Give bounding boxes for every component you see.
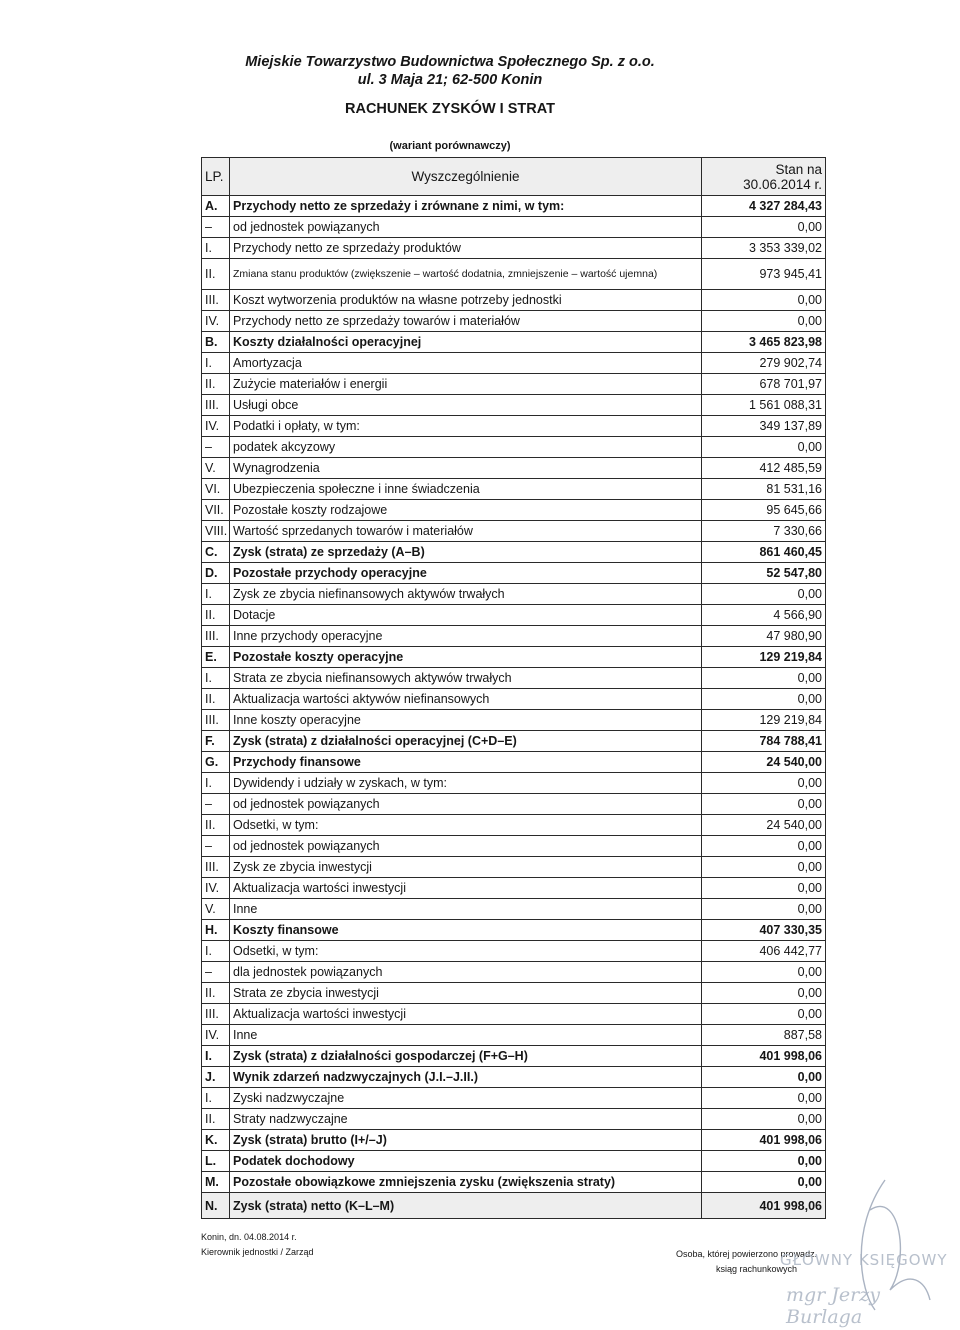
- row-lp: E.: [202, 647, 230, 668]
- row-lp: B.: [202, 332, 230, 353]
- row-value: 784 788,41: [702, 731, 826, 752]
- table-row: [202, 521, 826, 542]
- header-value-line1: Stan na: [775, 161, 822, 177]
- row-value: 0,00: [702, 1172, 826, 1193]
- row-description: Podatek dochodowy: [230, 1151, 702, 1172]
- manager-label: Kierownik jednostki / Zarząd: [201, 1247, 314, 1257]
- row-lp: II.: [202, 374, 230, 395]
- row-value: 3 353 339,02: [702, 238, 826, 259]
- row-value: 401 998,06: [702, 1193, 826, 1219]
- row-description: Usługi obce: [230, 395, 702, 416]
- row-value: 0,00: [702, 689, 826, 710]
- row-description: Zyski nadzwyczajne: [230, 1088, 702, 1109]
- row-lp: J.: [202, 1067, 230, 1088]
- row-value: 0,00: [702, 1109, 826, 1130]
- row-value: 81 531,16: [702, 479, 826, 500]
- row-lp: C.: [202, 542, 230, 563]
- row-value: 0,00: [702, 1088, 826, 1109]
- row-value: 406 442,77: [702, 941, 826, 962]
- row-value: 412 485,59: [702, 458, 826, 479]
- report-variant: (wariant porównawczy): [389, 140, 511, 152]
- income-statement-table: [201, 157, 826, 1219]
- table-row: [202, 1067, 826, 1088]
- row-description: Podatki i opłaty, w tym:: [230, 416, 702, 437]
- row-value: 129 219,84: [702, 647, 826, 668]
- company-address: ul. 3 Maja 21; 62-500 Konin: [357, 72, 543, 88]
- table-row: [202, 836, 826, 857]
- table-row: [202, 899, 826, 920]
- table-row: [202, 259, 826, 290]
- row-lp: I.: [202, 1046, 230, 1067]
- table-row: [202, 815, 826, 836]
- row-lp: II.: [202, 259, 230, 290]
- header-description: Wyszczególnienie: [230, 158, 702, 196]
- row-value: 678 701,97: [702, 374, 826, 395]
- row-lp: IV.: [202, 311, 230, 332]
- table-row: [202, 542, 826, 563]
- row-lp: –: [202, 962, 230, 983]
- header-lp: LP.: [202, 158, 230, 196]
- row-description: Strata ze zbycia niefinansowych aktywów trwałych: [230, 668, 702, 689]
- row-lp: III.: [202, 626, 230, 647]
- table-row: [202, 1130, 826, 1151]
- table-row: [202, 983, 826, 1004]
- row-value: 0,00: [702, 311, 826, 332]
- row-value: 0,00: [702, 217, 826, 238]
- row-lp: N.: [202, 1193, 230, 1219]
- table-row: [202, 605, 826, 626]
- row-value: 861 460,45: [702, 542, 826, 563]
- row-lp: I.: [202, 941, 230, 962]
- row-lp: I.: [202, 773, 230, 794]
- row-lp: A.: [202, 196, 230, 217]
- row-lp: I.: [202, 668, 230, 689]
- row-description: dla jednostek powiązanych: [230, 962, 702, 983]
- row-description: Aktualizacja wartości inwestycji: [230, 878, 702, 899]
- row-description: Przychody netto ze sprzedaży produktów: [230, 238, 702, 259]
- row-description: Inne koszty operacyjne: [230, 710, 702, 731]
- table-row: [202, 752, 826, 773]
- row-value: 0,00: [702, 857, 826, 878]
- table-row: [202, 1088, 826, 1109]
- table-row: [202, 479, 826, 500]
- table-row: [202, 458, 826, 479]
- table-row: [202, 1046, 826, 1067]
- table-row: [202, 1004, 826, 1025]
- row-value: 1 561 088,31: [702, 395, 826, 416]
- row-description: Zysk (strata) z działalności gospodarczej (F+G–H): [230, 1046, 702, 1067]
- bookkeeper-label-line1: Osoba, której powierzono prowadz.: [676, 1249, 818, 1259]
- row-lp: IV.: [202, 878, 230, 899]
- row-value: 887,58: [702, 1025, 826, 1046]
- table-row: [202, 437, 826, 458]
- row-lp: –: [202, 794, 230, 815]
- row-value: 0,00: [702, 962, 826, 983]
- company-name: Miejskie Towarzystwo Budownictwa Społecznego Sp. z o.o.: [245, 54, 655, 70]
- table-header-row: [202, 158, 826, 196]
- row-value: 4 327 284,43: [702, 196, 826, 217]
- row-description: od jednostek powiązanych: [230, 836, 702, 857]
- row-value: 7 330,66: [702, 521, 826, 542]
- row-value: 52 547,80: [702, 563, 826, 584]
- row-value: 24 540,00: [702, 752, 826, 773]
- row-value: 0,00: [702, 794, 826, 815]
- row-description: Dywidendy i udziały w zyskach, w tym:: [230, 773, 702, 794]
- row-value: 24 540,00: [702, 815, 826, 836]
- row-value: 401 998,06: [702, 1130, 826, 1151]
- row-description: Amortyzacja: [230, 353, 702, 374]
- signature-stroke: [830, 1170, 940, 1320]
- row-description: Odsetki, w tym:: [230, 941, 702, 962]
- row-value: 0,00: [702, 584, 826, 605]
- row-value: 3 465 823,98: [702, 332, 826, 353]
- table-row: [202, 1151, 826, 1172]
- table-row: [202, 353, 826, 374]
- row-value: 0,00: [702, 437, 826, 458]
- row-value: 129 219,84: [702, 710, 826, 731]
- row-value: 0,00: [702, 1004, 826, 1025]
- table-row: [202, 710, 826, 731]
- row-description: Aktualizacja wartości inwestycji: [230, 1004, 702, 1025]
- table-row: [202, 1193, 826, 1219]
- row-lp: III.: [202, 1004, 230, 1025]
- row-value: 0,00: [702, 899, 826, 920]
- row-lp: III.: [202, 710, 230, 731]
- row-lp: VIII.: [202, 521, 230, 542]
- accountant-stamp: GŁÓWNY KSIĘGOWY: [780, 1251, 948, 1269]
- row-value: 0,00: [702, 836, 826, 857]
- table-row: [202, 584, 826, 605]
- row-lp: I.: [202, 1088, 230, 1109]
- row-lp: VII.: [202, 500, 230, 521]
- row-lp: L.: [202, 1151, 230, 1172]
- place-date: Konin, dn. 04.08.2014 r.: [201, 1232, 297, 1242]
- row-description: Przychody netto ze sprzedaży i zrównane z nimi, w tym:: [230, 196, 702, 217]
- row-lp: V.: [202, 458, 230, 479]
- table-row: [202, 773, 826, 794]
- row-description: Zmiana stanu produktów (zwiększenie – wartość dodatnia, zmniejszenie – wartość ujemna): [230, 259, 702, 290]
- row-description: Inne przychody operacyjne: [230, 626, 702, 647]
- row-description: Koszt wytworzenia produktów na własne potrzeby jednostki: [230, 290, 702, 311]
- table-row: [202, 416, 826, 437]
- row-description: Straty nadzwyczajne: [230, 1109, 702, 1130]
- row-description: Dotacje: [230, 605, 702, 626]
- table-row: [202, 196, 826, 217]
- row-description: od jednostek powiązanych: [230, 217, 702, 238]
- row-lp: VI.: [202, 479, 230, 500]
- row-lp: III.: [202, 857, 230, 878]
- table-row: [202, 395, 826, 416]
- row-value: 279 902,74: [702, 353, 826, 374]
- header-value: [702, 158, 826, 196]
- row-lp: IV.: [202, 1025, 230, 1046]
- row-description: Zysk (strata) ze sprzedaży (A–B): [230, 542, 702, 563]
- row-value: 401 998,06: [702, 1046, 826, 1067]
- row-description: Inne: [230, 899, 702, 920]
- table-row: [202, 500, 826, 521]
- row-description: Odsetki, w tym:: [230, 815, 702, 836]
- row-lp: II.: [202, 983, 230, 1004]
- row-lp: I.: [202, 238, 230, 259]
- table-row: [202, 374, 826, 395]
- row-lp: II.: [202, 1109, 230, 1130]
- row-description: Przychody netto ze sprzedaży towarów i materiałów: [230, 311, 702, 332]
- row-description: podatek akcyzowy: [230, 437, 702, 458]
- row-lp: M.: [202, 1172, 230, 1193]
- bookkeeper-label-line2: ksiąg rachunkowych: [716, 1264, 798, 1274]
- table-row: [202, 290, 826, 311]
- table-row: [202, 647, 826, 668]
- row-lp: III.: [202, 395, 230, 416]
- row-lp: –: [202, 437, 230, 458]
- row-description: Aktualizacja wartości aktywów niefinansowych: [230, 689, 702, 710]
- row-description: Przychody finansowe: [230, 752, 702, 773]
- row-description: Pozostałe koszty rodzajowe: [230, 500, 702, 521]
- row-description: Zysk ze zbycia inwestycji: [230, 857, 702, 878]
- row-value: 0,00: [702, 878, 826, 899]
- row-value: 0,00: [702, 668, 826, 689]
- table-row: [202, 668, 826, 689]
- row-value: 4 566,90: [702, 605, 826, 626]
- row-value: 95 645,66: [702, 500, 826, 521]
- table-row: [202, 857, 826, 878]
- row-value: 0,00: [702, 1151, 826, 1172]
- table-row: [202, 1172, 826, 1193]
- table-row: [202, 731, 826, 752]
- row-description: od jednostek powiązanych: [230, 794, 702, 815]
- table-row: [202, 941, 826, 962]
- row-lp: II.: [202, 815, 230, 836]
- report-title: RACHUNEK ZYSKÓW I STRAT: [345, 101, 555, 117]
- row-lp: III.: [202, 290, 230, 311]
- row-description: Inne: [230, 1025, 702, 1046]
- row-lp: G.: [202, 752, 230, 773]
- row-description: Pozostałe koszty operacyjne: [230, 647, 702, 668]
- row-lp: IV.: [202, 416, 230, 437]
- row-lp: I.: [202, 353, 230, 374]
- row-description: Pozostałe przychody operacyjne: [230, 563, 702, 584]
- row-lp: II.: [202, 605, 230, 626]
- table-row: [202, 217, 826, 238]
- row-value: 349 137,89: [702, 416, 826, 437]
- table-row: [202, 794, 826, 815]
- row-lp: –: [202, 836, 230, 857]
- table-row: [202, 1109, 826, 1130]
- row-description: Pozostałe obowiązkowe zmniejszenia zysku (zwiększenia straty): [230, 1172, 702, 1193]
- table-row: [202, 689, 826, 710]
- row-value: 0,00: [702, 773, 826, 794]
- row-lp: V.: [202, 899, 230, 920]
- table-row: [202, 311, 826, 332]
- table-row: [202, 920, 826, 941]
- row-lp: H.: [202, 920, 230, 941]
- row-lp: F.: [202, 731, 230, 752]
- row-description: Koszty finansowe: [230, 920, 702, 941]
- row-lp: II.: [202, 689, 230, 710]
- row-value: 0,00: [702, 290, 826, 311]
- row-lp: –: [202, 217, 230, 238]
- row-description: Ubezpieczenia społeczne i inne świadczenia: [230, 479, 702, 500]
- row-value: 407 330,35: [702, 920, 826, 941]
- row-value: 973 945,41: [702, 259, 826, 290]
- row-description: Strata ze zbycia inwestycji: [230, 983, 702, 1004]
- row-description: Wynik zdarzeń nadzwyczajnych (J.I.–J.II.): [230, 1067, 702, 1088]
- table-row: [202, 563, 826, 584]
- table-row: [202, 626, 826, 647]
- row-value: 0,00: [702, 1067, 826, 1088]
- signature: mgr Jerzy Burlaga: [786, 1284, 880, 1328]
- row-lp: D.: [202, 563, 230, 584]
- row-description: Zysk (strata) netto (K–L–M): [230, 1193, 702, 1219]
- row-description: Koszty działalności operacyjnej: [230, 332, 702, 353]
- table-row: [202, 332, 826, 353]
- row-value: 47 980,90: [702, 626, 826, 647]
- table-row: [202, 238, 826, 259]
- table-row: [202, 878, 826, 899]
- row-description: Zysk ze zbycia niefinansowych aktywów trwałych: [230, 584, 702, 605]
- table-row: [202, 962, 826, 983]
- row-lp: I.: [202, 584, 230, 605]
- row-description: Zysk (strata) z działalności operacyjnej (C+D–E): [230, 731, 702, 752]
- header-value-line2: 30.06.2014 r.: [743, 176, 822, 192]
- table-row: [202, 1025, 826, 1046]
- row-description: Zużycie materiałów i energii: [230, 374, 702, 395]
- row-lp: K.: [202, 1130, 230, 1151]
- row-value: 0,00: [702, 983, 826, 1004]
- row-description: Zysk (strata) brutto (I+/–J): [230, 1130, 702, 1151]
- row-description: Wynagrodzenia: [230, 458, 702, 479]
- row-description: Wartość sprzedanych towarów i materiałów: [230, 521, 702, 542]
